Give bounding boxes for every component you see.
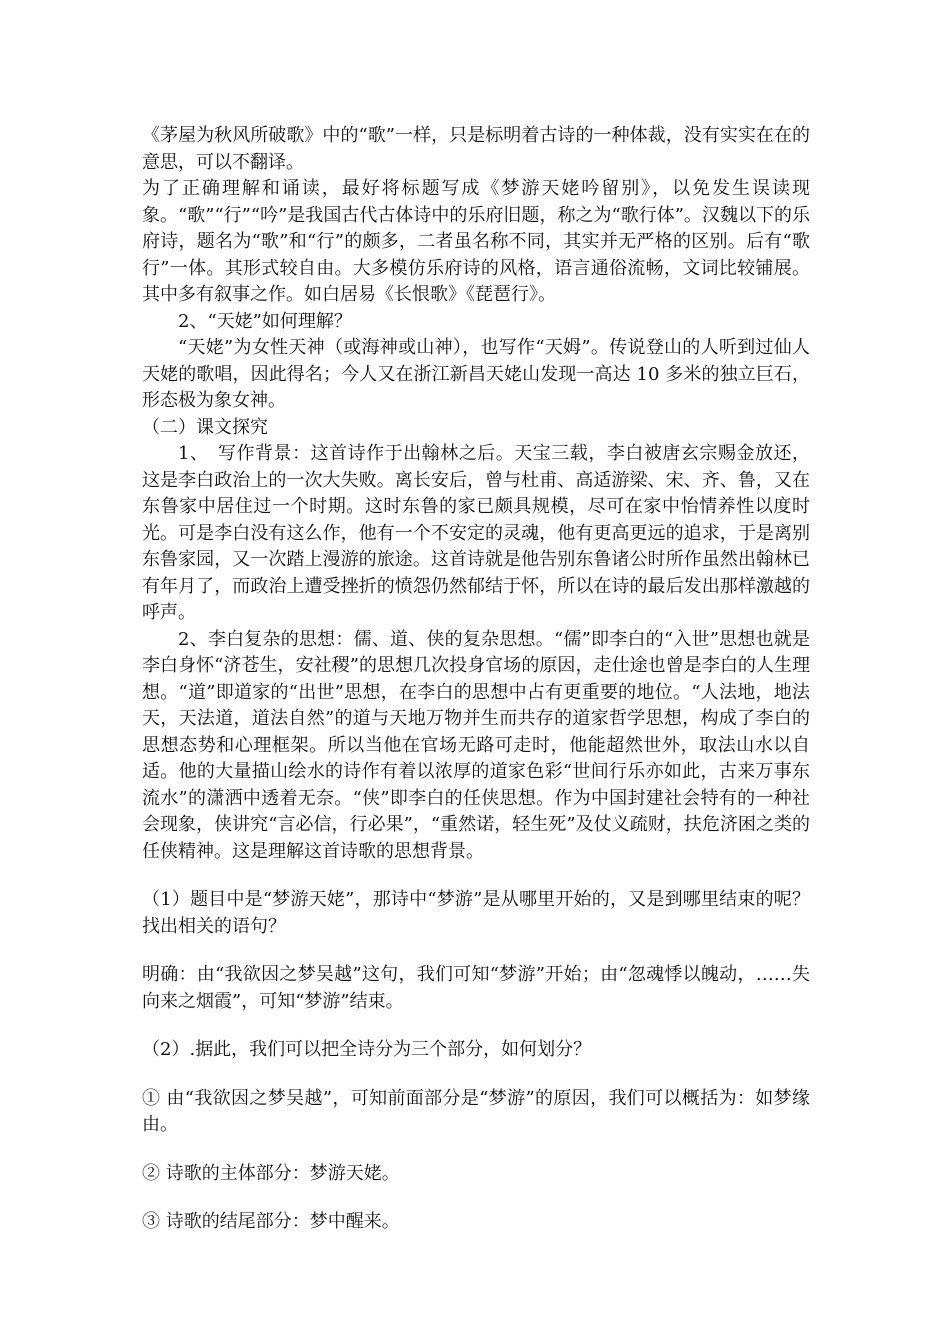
answer-part-1: ① 由“我欲因之梦吴越”，可知前面部分是“梦游”的原因，我们可以概括为：如梦缘由。 <box>142 1087 810 1135</box>
section-heading-text-exploration: （二）课文探究 <box>142 416 268 438</box>
paragraph-li-bai-thought: 2、李白复杂的思想：儒、道、侠的复杂思想。“儒”即李白的“入世”思想也就是李白身怀“济苍生，安社稷”的思想几次投身官场的原因，走仕途也曾是李白的人生理想。“道”即道家的“出世”思想，在李白的思想中占有更重要的地位。“人法地，地法天，天法道，道法自然”的道与天地万物并生而共存的道家哲学思想，构成了李白的思想态势和心理框架。所以当他在官场无路可走时，他能超然世外，取法山水以自适。他的大量描山绘水的诗作有着以浓厚的道家色彩“世间行乐亦如此，古来万事东流水”的潇洒中透着无奈。“侠”即李白的任侠思想。作为中国封建社会特有的一种社会现象，侠讲究“言必信，行必果”，“重然诺，轻生死”及仗义疏财，扶危济困之类的任侠精神。这是理解这首诗歌的思想背景。 <box>142 628 810 862</box>
paragraph-writing-background: 1、 写作背景：这首诗作于出翰林之后。天宝三载，李白被唐玄宗赐金放还，这是李白政治上的一次大失败。离长安后，曾与杜甫、高适游梁、宋、齐、鲁，又在东鲁家中居住过一个时期。这时东鲁的家已颇具规模，尽可在家中怡情养性以度时光。可是李白没有这么作，他有一个不安定的灵魂，他有更高更远的追求，于是离别东鲁家园，又一次踏上漫游的旅途。这首诗就是他告别东鲁诸公时所作虽然出翰林已有年月了，而政治上遭受挫折的愤怨仍然郁结于怀，所以在诗的最后发出那样激越的呼声。 <box>142 443 810 623</box>
question-1: （1）题目中是“梦游天姥”，那诗中“梦游”是从哪里开始的，又是到哪里结束的呢？找出相关的语句？ <box>142 889 810 937</box>
answer-part-3: ③ 诗歌的结尾部分：梦中醒来。 <box>142 1211 400 1232</box>
answer-part-2: ② 诗歌的主体部分：梦游天姥。 <box>142 1162 400 1184</box>
question-2: （2）.据此，我们可以把全诗分为三个部分，如何划分？ <box>142 1039 592 1060</box>
heading-tianmu-question: 2、“天姥”如何理解？ <box>178 310 352 332</box>
paragraph-title-reading: 为了正确理解和诵读，最好将标题写成《梦游天姥吟留别》，以免发生误读现象。“歌”“行”“吟”是我国古代古体诗中的乐府旧题，称之为“歌行体”。汉魏以下的乐府诗，题名为“歌”和“行”的颇多，二者虽名称不同，其实并无严格的区别。后有“歌行”一体。其形式较自由。大多模仿乐府诗的风格，语言通俗流畅，文词比较铺展。其中多有叙事之作。如白居易《长恨歌》《琵琶行》。 <box>142 178 810 305</box>
answer-1: 明确：由“我欲因之梦吴越”这句，我们可知“梦游”开始；由“忽魂悸以魄动，……失向来之烟霞”，可知“梦游”结束。 <box>142 964 810 1012</box>
paragraph-tianmu-explanation: “天姥”为女性天神（或海神或山神），也写作“天姆”。传说登山的人听到过仙人天姥的歌唱，因此得名；今人又在浙江新昌天姥山发现一高达 10 多米的独立巨石，形态极为象女神。 <box>142 337 810 411</box>
paragraph-song-explanation: 《茅屋为秋风所破歌》中的“歌”一样，只是标明着古诗的一种体裁，没有实实在在的意思，可以不翻译。 <box>142 125 810 173</box>
document-body <box>142 123 810 1236</box>
